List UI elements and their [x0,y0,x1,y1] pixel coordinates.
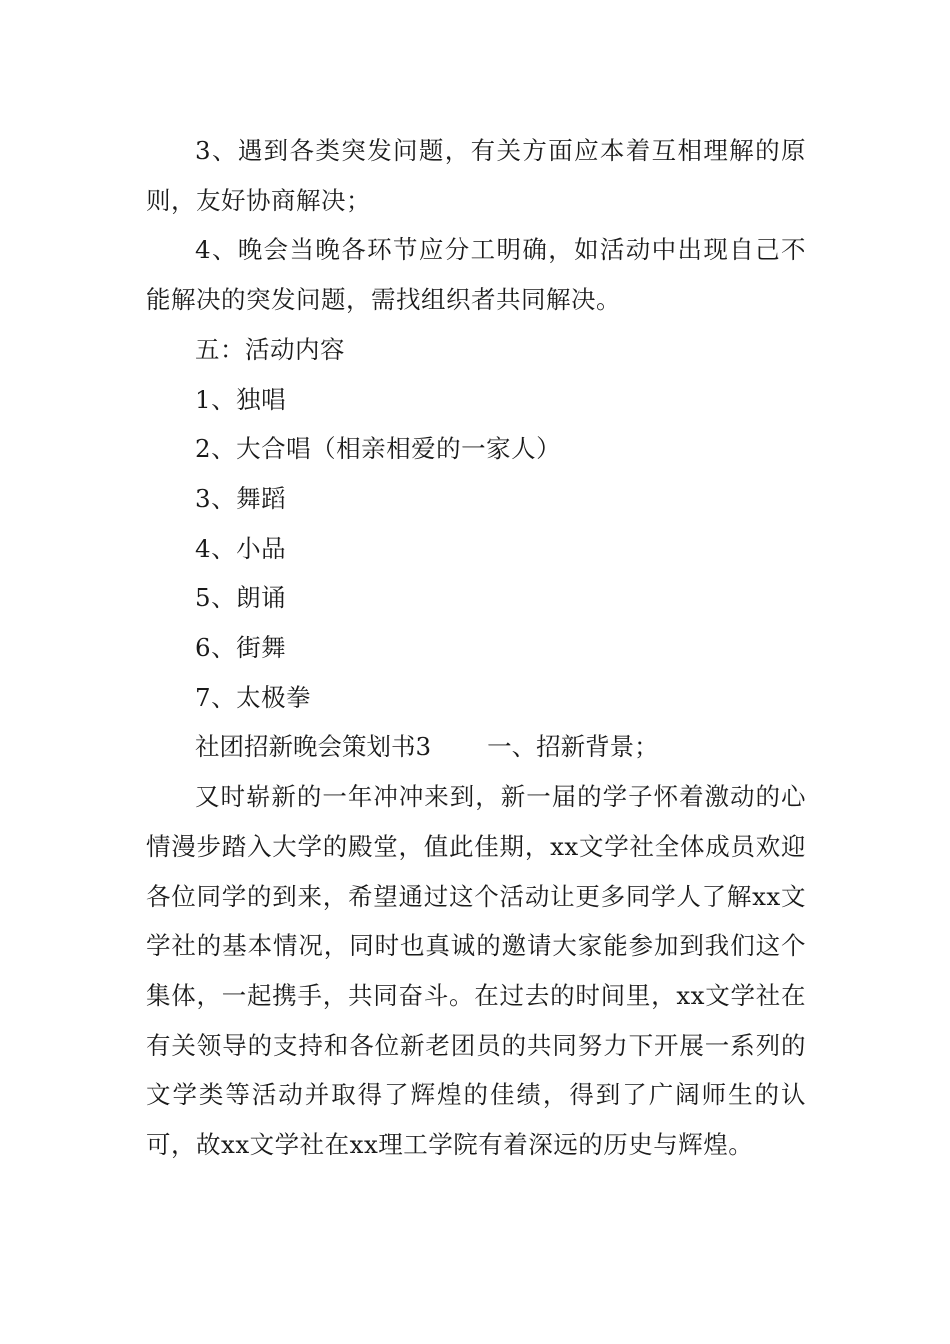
document-body [146,126,806,1170]
list-item-activity-1: 1、独唱 [195,384,287,414]
paragraph-rule-3: 3、遇到各类突发问题，有关方面应本着互相理解的原则，友好协商解决； [146,136,806,215]
list-item-activity-6: 6、街舞 [195,633,287,663]
section-heading-activities: 五：活动内容 [195,334,345,364]
section-title-line [146,722,806,772]
list-item-activity-2: 2、大合唱（相亲相爱的一家人） [195,434,562,464]
list-item-activity-4: 4、小品 [195,533,287,563]
section-subtitle: 一、招新背景； [487,732,659,762]
paragraph-rule-4: 4、晚会当晚各环节应分工明确，如活动中出现自己不能解决的突发问题，需找组织者共同解决。 [146,235,806,315]
list-item-activity-7: 7、太极拳 [195,682,312,712]
background-paragraph: 又时崭新的一年冲冲来到，新一届的学子怀着激动的心情漫步踏入大学的殿堂，值此佳期，xx文学社全体成员欢迎各位同学的到来，希望通过这个活动让更多同学人了解xx文学社的基本情况，同时也真诚的邀请大家能参加到我们这个集体，一起携手，共同奋斗。在过去的时间里，xx文学社在有关领导的支持和各位新老团员的共同努力下开展一系列的文学类等活动并取得了辉煌的佳绩，得到了广阔师生的认可，故xx文学社在xx理工学院有着深远的历史与辉煌。 [146,782,806,1160]
list-item-activity-3: 3、舞蹈 [195,483,287,513]
section-title: 社团招新晚会策划书3 [195,732,432,762]
list-item-activity-5: 5、朗诵 [195,583,287,613]
